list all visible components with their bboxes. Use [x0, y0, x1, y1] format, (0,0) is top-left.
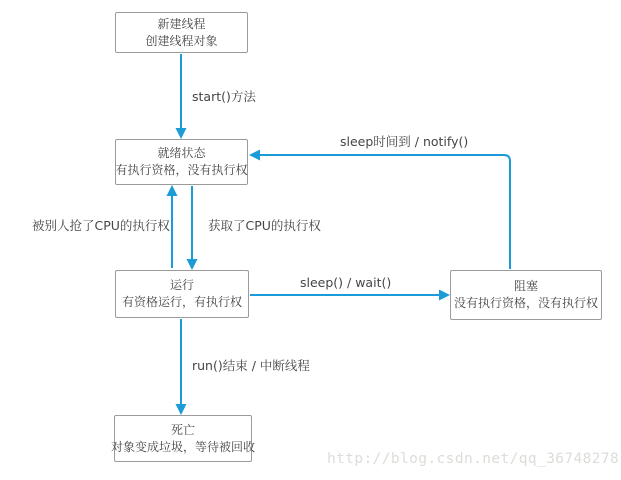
arrowhead-running-to-dead [176, 404, 187, 415]
edge-label-sleep-over-notify: sleep时间到 / notify() [340, 134, 469, 149]
arrowhead-running-to-blocked [439, 290, 450, 301]
edge-label-start-method: start()方法 [192, 89, 256, 104]
arrowhead-ready-to-running [187, 259, 198, 270]
node-ready-subtitle: 有执行资格，没有执行权 [115, 163, 248, 177]
node-running-subtitle: 有资格运行，有执行权 [121, 295, 242, 309]
node-blocked [450, 270, 602, 320]
node-new-thread-title: 新建线程 [157, 16, 206, 31]
arrow-blocked-to-ready [258, 155, 510, 269]
watermark-url: http://blog.csdn.net/qq_36748278 [327, 451, 620, 467]
edge-label-sleep-wait: sleep() / wait() [300, 275, 392, 290]
node-running-title: 运行 [169, 278, 194, 292]
edge-label-got-cpu: 获取了CPU的执行权 [208, 218, 321, 233]
node-new-thread-subtitle: 创建线程对象 [145, 33, 218, 48]
node-running [115, 270, 249, 318]
node-ready-title: 就绪状态 [157, 146, 206, 160]
node-ready [115, 139, 248, 185]
node-blocked-subtitle: 没有执行资格，没有执行权 [453, 296, 598, 310]
arrowhead-running-to-ready [167, 185, 178, 196]
node-dead-subtitle: 对象变成垃圾，等待被回收 [111, 439, 256, 454]
node-new-thread [115, 12, 248, 53]
arrowhead-blocked-to-ready [249, 150, 260, 161]
node-dead-title: 死亡 [170, 422, 195, 437]
edge-label-lost-cpu: 被别人抢了CPU的执行权 [32, 218, 170, 233]
arrowhead-new-to-ready [176, 128, 187, 139]
node-dead [111, 415, 256, 462]
edge-label-run-end: run()结束 / 中断线程 [192, 358, 310, 373]
node-blocked-title: 阻塞 [513, 279, 538, 293]
